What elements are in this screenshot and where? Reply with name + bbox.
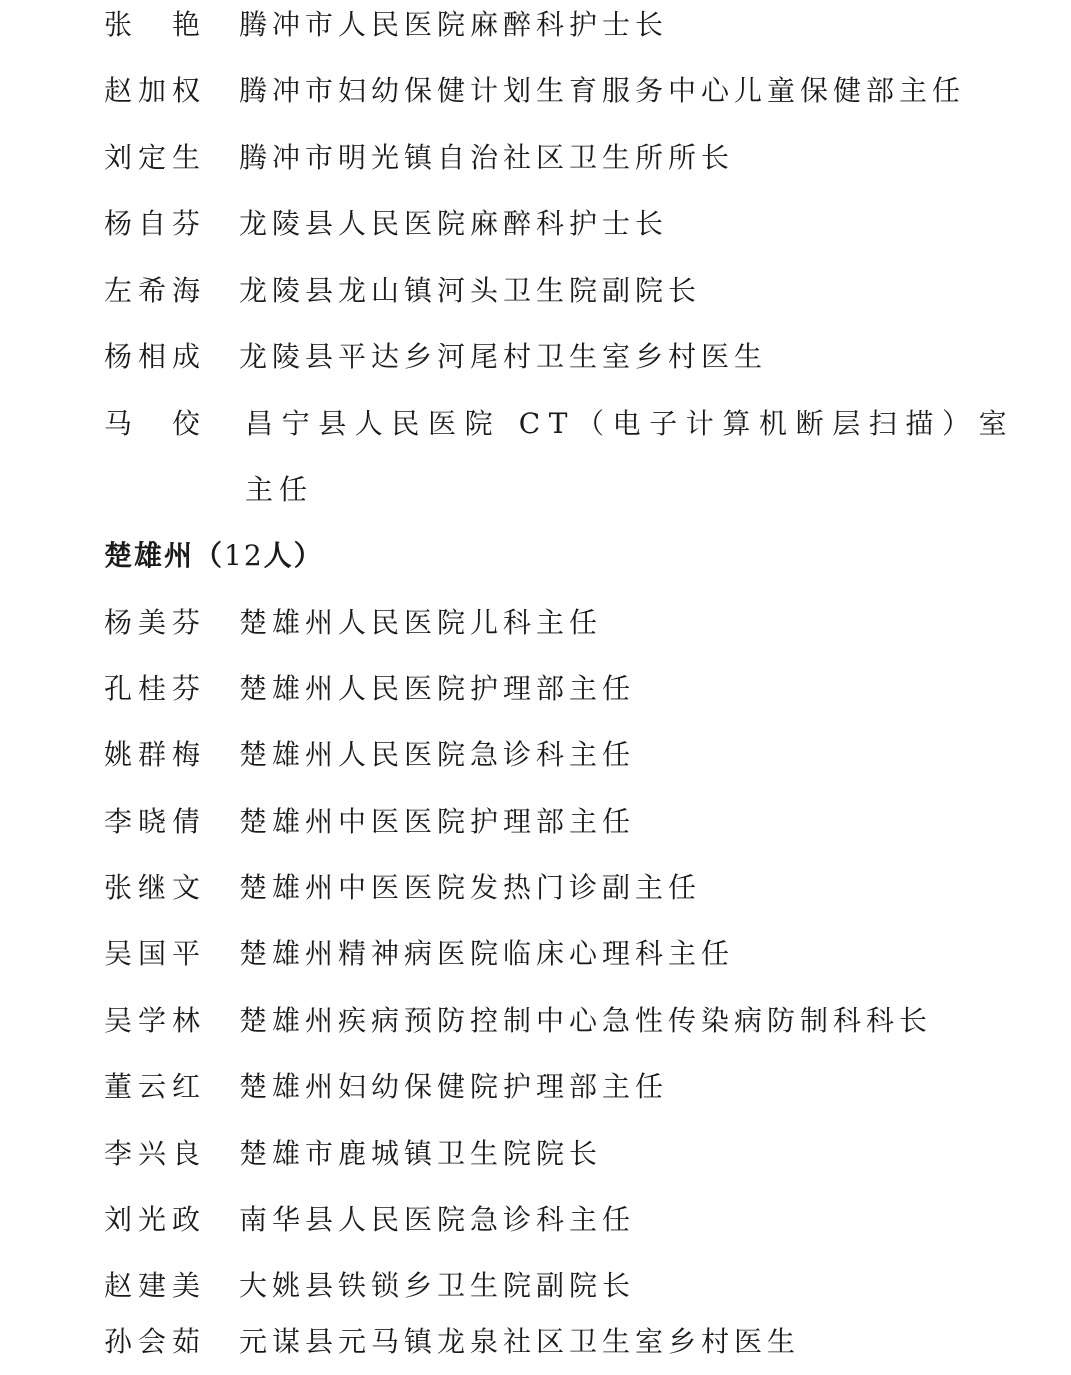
person-title: 楚雄州中医医院护理部主任: [239, 805, 636, 838]
list-item: [0, 664, 1071, 714]
section-count-open: （: [194, 539, 225, 572]
list-item-continuation: [0, 465, 1071, 515]
list-item: [0, 1195, 1071, 1245]
list-item: [0, 1261, 1071, 1311]
list-item: [0, 199, 1071, 249]
person-title: 楚雄州妇幼保健院护理部主任: [239, 1070, 669, 1103]
list-item: [0, 399, 1071, 449]
list-item: [0, 266, 1071, 316]
person-title: 腾冲市明光镇自治社区卫生所所长: [239, 141, 735, 174]
person-title: 楚雄州疾病预防控制中心急性传染病防制科科长: [239, 1004, 933, 1037]
person-title: 昌宁县人民医院 CT（电子计算机断层扫描）室: [245, 407, 1016, 440]
person-name: 孔桂芬: [104, 672, 207, 705]
list-item: [0, 1317, 1071, 1367]
person-title: 楚雄州人民医院儿科主任: [239, 606, 603, 639]
person-name: 赵建美: [104, 1269, 207, 1302]
person-name: 姚群梅: [104, 738, 207, 771]
section-heading: [0, 531, 1071, 581]
person-title: 楚雄市鹿城镇卫生院院长: [239, 1137, 603, 1170]
person-title: 楚雄州中医医院发热门诊副主任: [239, 871, 702, 904]
list-item: [0, 133, 1071, 183]
section-name: 楚雄州: [104, 539, 195, 572]
person-title: 大姚县铁锁乡卫生院副院长: [239, 1269, 636, 1302]
person-name: 董云红: [104, 1070, 207, 1103]
person-name: 吴国平: [104, 937, 207, 970]
person-title: 腾冲市妇幼保健计划生育服务中心儿童保健部主任: [239, 74, 966, 107]
list-item: [0, 0, 1071, 50]
person-title: 楚雄州人民医院护理部主任: [239, 672, 636, 705]
person-name: 吴学林: [104, 1004, 207, 1037]
person-name: 赵加权: [104, 74, 207, 107]
person-title: 腾冲市人民医院麻醉科护士长: [239, 8, 669, 41]
person-name: 李晓倩: [104, 805, 207, 838]
person-name: 马 佼: [104, 407, 207, 440]
list-item: [0, 996, 1071, 1046]
list-item: [0, 332, 1071, 382]
person-name: 刘光政: [104, 1203, 207, 1236]
section-title: [104, 531, 324, 581]
person-title: 南华县人民医院急诊科主任: [239, 1203, 636, 1236]
person-name: 刘定生: [104, 141, 207, 174]
list-item: [0, 797, 1071, 847]
person-name: 杨美芬: [104, 606, 207, 639]
list-item: [0, 730, 1071, 780]
person-title: 龙陵县平达乡河尾村卫生室乡村医生: [239, 340, 768, 373]
list-item: [0, 66, 1071, 116]
person-title: 楚雄州精神病医院临床心理科主任: [239, 937, 735, 970]
list-item: [0, 929, 1071, 979]
section-count: 12: [224, 539, 264, 572]
list-item: [0, 1129, 1071, 1179]
person-title: 楚雄州人民医院急诊科主任: [239, 738, 636, 771]
list-item: [0, 598, 1071, 648]
list-item: [0, 1062, 1071, 1112]
person-name: 张 艳: [104, 8, 207, 41]
list-item: [0, 863, 1071, 913]
person-name: 左希海: [104, 274, 207, 307]
person-title: 元谋县元马镇龙泉社区卫生室乡村医生: [239, 1325, 801, 1358]
person-name: 孙会茹: [104, 1325, 207, 1358]
person-title: 龙陵县人民医院麻醉科护士长: [239, 207, 669, 240]
person-name: 李兴良: [104, 1137, 207, 1170]
person-name: 杨自芬: [104, 207, 207, 240]
person-name: 杨相成: [104, 340, 207, 373]
section-count-unit: 人）: [263, 539, 324, 572]
person-title-continuation: 主任: [245, 473, 314, 506]
person-name: 张继文: [104, 871, 207, 904]
person-title: 龙陵县龙山镇河头卫生院副院长: [239, 274, 702, 307]
